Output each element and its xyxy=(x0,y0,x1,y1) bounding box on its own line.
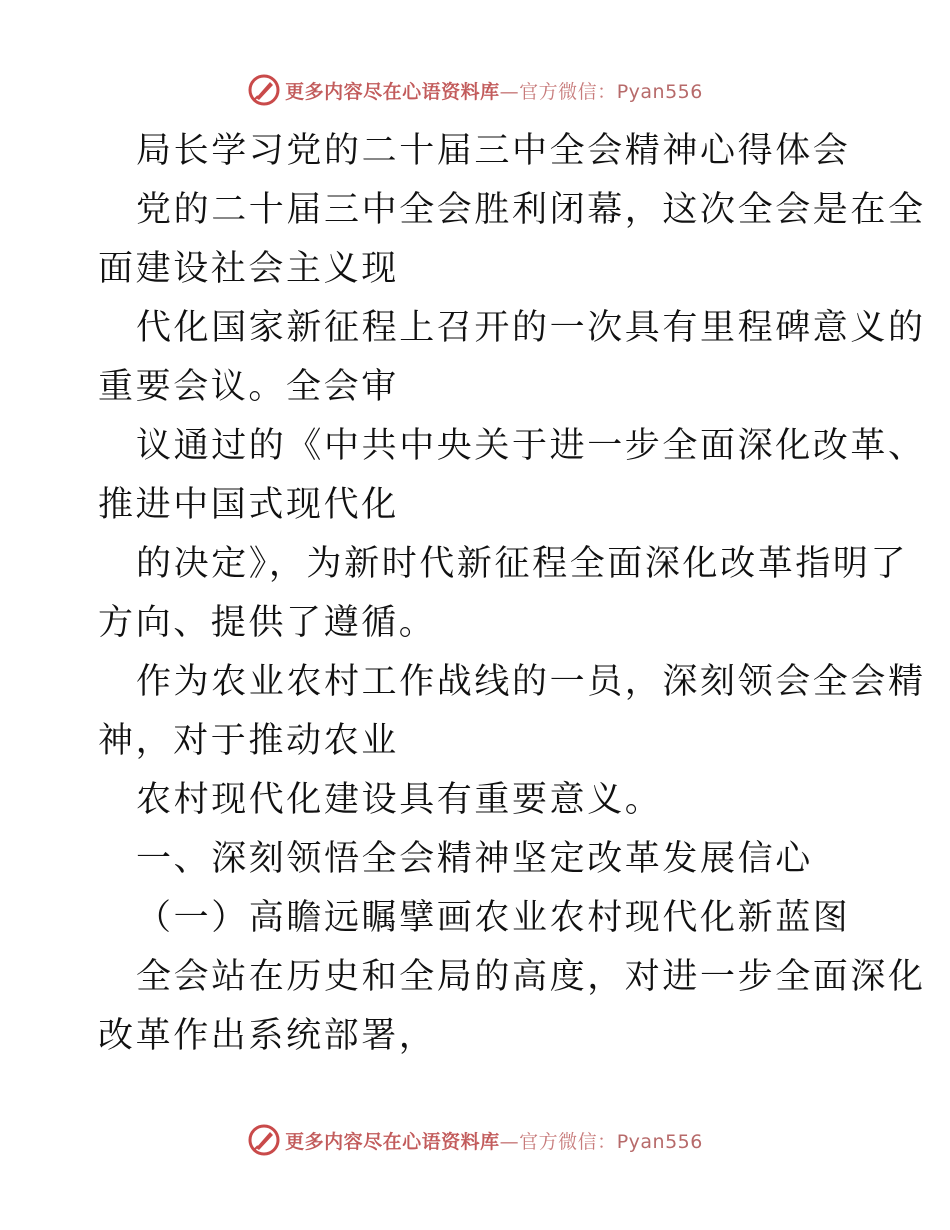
paragraph-line: 神，对于推动农业 xyxy=(98,721,399,761)
paragraph-line: 代化国家新征程上召开的一次具有里程碑意义的 xyxy=(136,308,926,348)
quill-logo-icon xyxy=(247,73,281,107)
footer-brand: 更多内容尽在心语资料库 xyxy=(285,1130,500,1153)
quill-logo-icon xyxy=(247,1123,281,1157)
paragraph-line: 的决定》，为新时代新征程全面深化改革指明了 xyxy=(136,544,909,584)
footer-separator: — xyxy=(499,1130,520,1153)
header-wechat-label: 官方微信： xyxy=(519,80,617,103)
paragraph-line: 党的二十届三中全会胜利闭幕，这次全会是在全 xyxy=(136,190,926,230)
paragraph-line: 局长学习党的二十届三中全会精神心得体会 xyxy=(136,131,851,171)
footer-banner xyxy=(0,1122,950,1158)
paragraph-line: 重要会议。全会审 xyxy=(98,367,399,407)
footer-banner-text xyxy=(285,1127,703,1154)
header-separator: — xyxy=(499,80,520,103)
header-banner-text xyxy=(285,77,703,104)
header-wechat-id: Pyan556 xyxy=(616,80,703,103)
footer-wechat-id: Pyan556 xyxy=(616,1130,703,1153)
paragraph-line: 面建设社会主义现 xyxy=(98,249,399,289)
paragraph-line: 推进中国式现代化 xyxy=(98,485,399,525)
paragraph-line: 议通过的《中共中央关于进一步全面深化改革、 xyxy=(136,426,926,466)
paragraph-line: （一）高瞻远瞩擘画农业农村现代化新蓝图 xyxy=(136,898,851,938)
paragraph-line: 全会站在历史和全局的高度，对进一步全面深化 xyxy=(136,957,926,997)
footer-wechat-label: 官方微信： xyxy=(519,1130,617,1153)
paragraph-line: 一、深刻领悟全会精神坚定改革发展信心 xyxy=(136,839,813,879)
paragraph-line: 改革作出系统部署， xyxy=(98,1016,437,1056)
header-brand: 更多内容尽在心语资料库 xyxy=(285,80,500,103)
document-body xyxy=(98,122,926,1066)
header-banner xyxy=(0,72,950,108)
paragraph-line: 方向、提供了遵循。 xyxy=(98,603,437,643)
paragraph-line: 农村现代化建设具有重要意义。 xyxy=(136,780,663,820)
paragraph-line: 作为农业农村工作战线的一员，深刻领会全会精 xyxy=(136,662,926,702)
